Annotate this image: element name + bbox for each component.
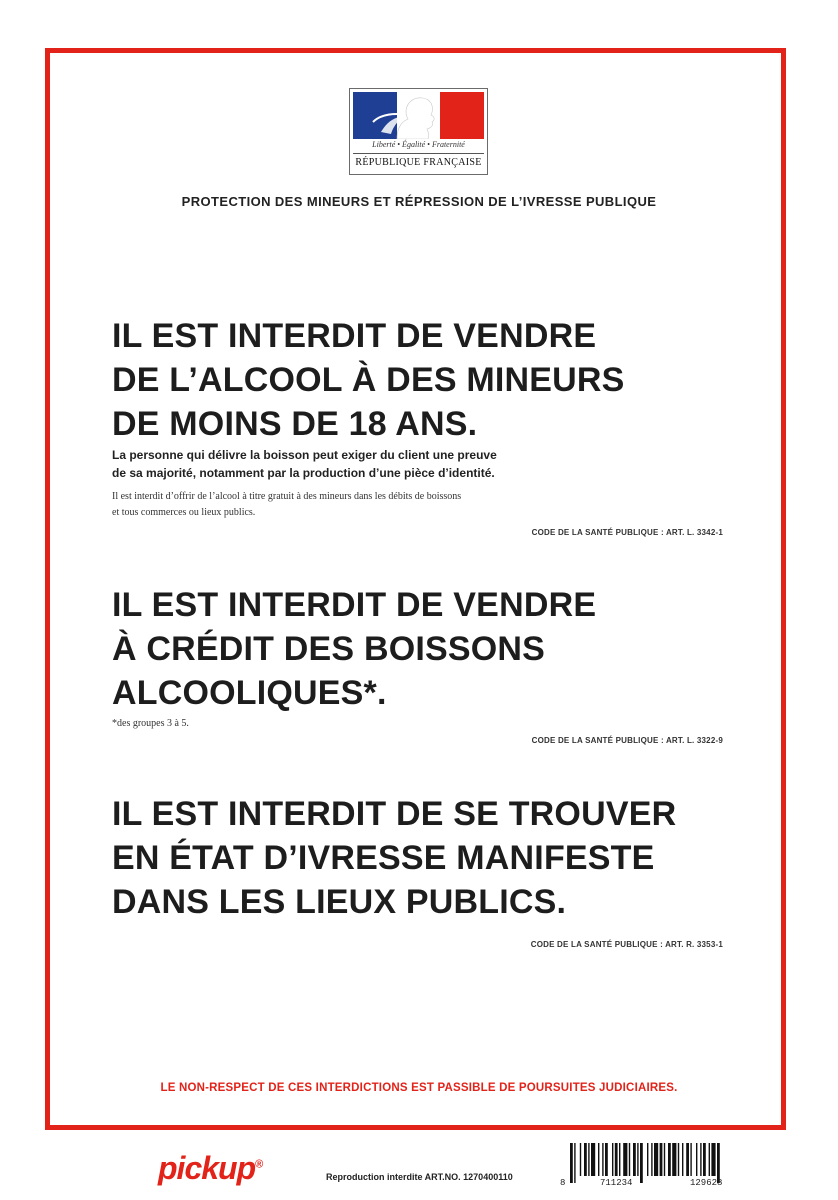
poster-subtitle: PROTECTION DES MINEURS ET RÉPRESSION DE L’IVRESSE PUBLIQUE bbox=[181, 194, 657, 209]
republic-name: RÉPUBLIQUE FRANÇAISE bbox=[353, 153, 484, 172]
barcode-first-digit: 8 bbox=[560, 1178, 566, 1188]
pickup-brand-logo bbox=[158, 1150, 262, 1187]
barcode-left-digits: 711234 bbox=[600, 1178, 633, 1188]
detail-line: de sa majorité, notamment par la production d’une pièce d’identité. bbox=[112, 466, 495, 480]
reproduction-notice: Reproduction interdite ART.NO. 1270400110 bbox=[326, 1172, 513, 1182]
section-2-heading bbox=[112, 583, 596, 715]
heading-line: ALCOOLIQUES*. bbox=[112, 674, 387, 712]
heading-line: À CRÉDIT DES BOISSONS bbox=[112, 630, 546, 668]
section-1-reference: CODE DE LA SANTÉ PUBLIQUE : ART. L. 3342-1 bbox=[531, 528, 723, 537]
section-1-heading bbox=[112, 314, 625, 446]
note-line: *des groupes 3 à 5. bbox=[112, 718, 189, 729]
heading-line: IL EST INTERDIT DE VENDRE bbox=[112, 317, 597, 355]
republic-motto: Liberté • Égalité • Fraternité bbox=[372, 140, 465, 149]
republique-francaise-logo bbox=[349, 88, 488, 175]
section-2-note bbox=[112, 716, 189, 732]
heading-line: EN ÉTAT D’IVRESSE MANIFESTE bbox=[112, 839, 655, 877]
barcode-icon bbox=[560, 1143, 778, 1191]
note-line: et tous commerces ou lieux publics. bbox=[112, 507, 256, 518]
section-1-detail bbox=[112, 446, 497, 482]
legal-warning: LE NON-RESPECT DE CES INTERDICTIONS EST PASSIBLE DE POURSUITES JUDICIAIRES. bbox=[160, 1082, 678, 1094]
section-1-note bbox=[112, 489, 461, 521]
note-line: Il est interdit d’offrir de l’alcool à titre gratuit à des mineurs dans les débits de boissons bbox=[112, 491, 462, 502]
registered-mark: ® bbox=[255, 1158, 263, 1171]
heading-line: DE L’ALCOOL À DES MINEURS bbox=[112, 361, 625, 399]
detail-line: La personne qui délivre la boisson peut exiger du client une preuve bbox=[112, 448, 497, 462]
section-3-heading bbox=[112, 792, 676, 924]
heading-line: DE MOINS DE 18 ANS. bbox=[112, 405, 478, 443]
heading-line: IL EST INTERDIT DE SE TROUVER bbox=[112, 795, 677, 833]
section-3-reference: CODE DE LA SANTÉ PUBLIQUE : ART. R. 3353-1 bbox=[530, 940, 723, 949]
section-2-reference: CODE DE LA SANTÉ PUBLIQUE : ART. L. 3322-9 bbox=[531, 736, 723, 745]
brand-name: pickup bbox=[158, 1150, 256, 1186]
barcode-right-digits: 129628 bbox=[690, 1178, 723, 1188]
marianne-profile-icon bbox=[353, 92, 484, 139]
heading-line: IL EST INTERDIT DE VENDRE bbox=[112, 586, 597, 624]
heading-line: DANS LES LIEUX PUBLICS. bbox=[112, 883, 567, 921]
